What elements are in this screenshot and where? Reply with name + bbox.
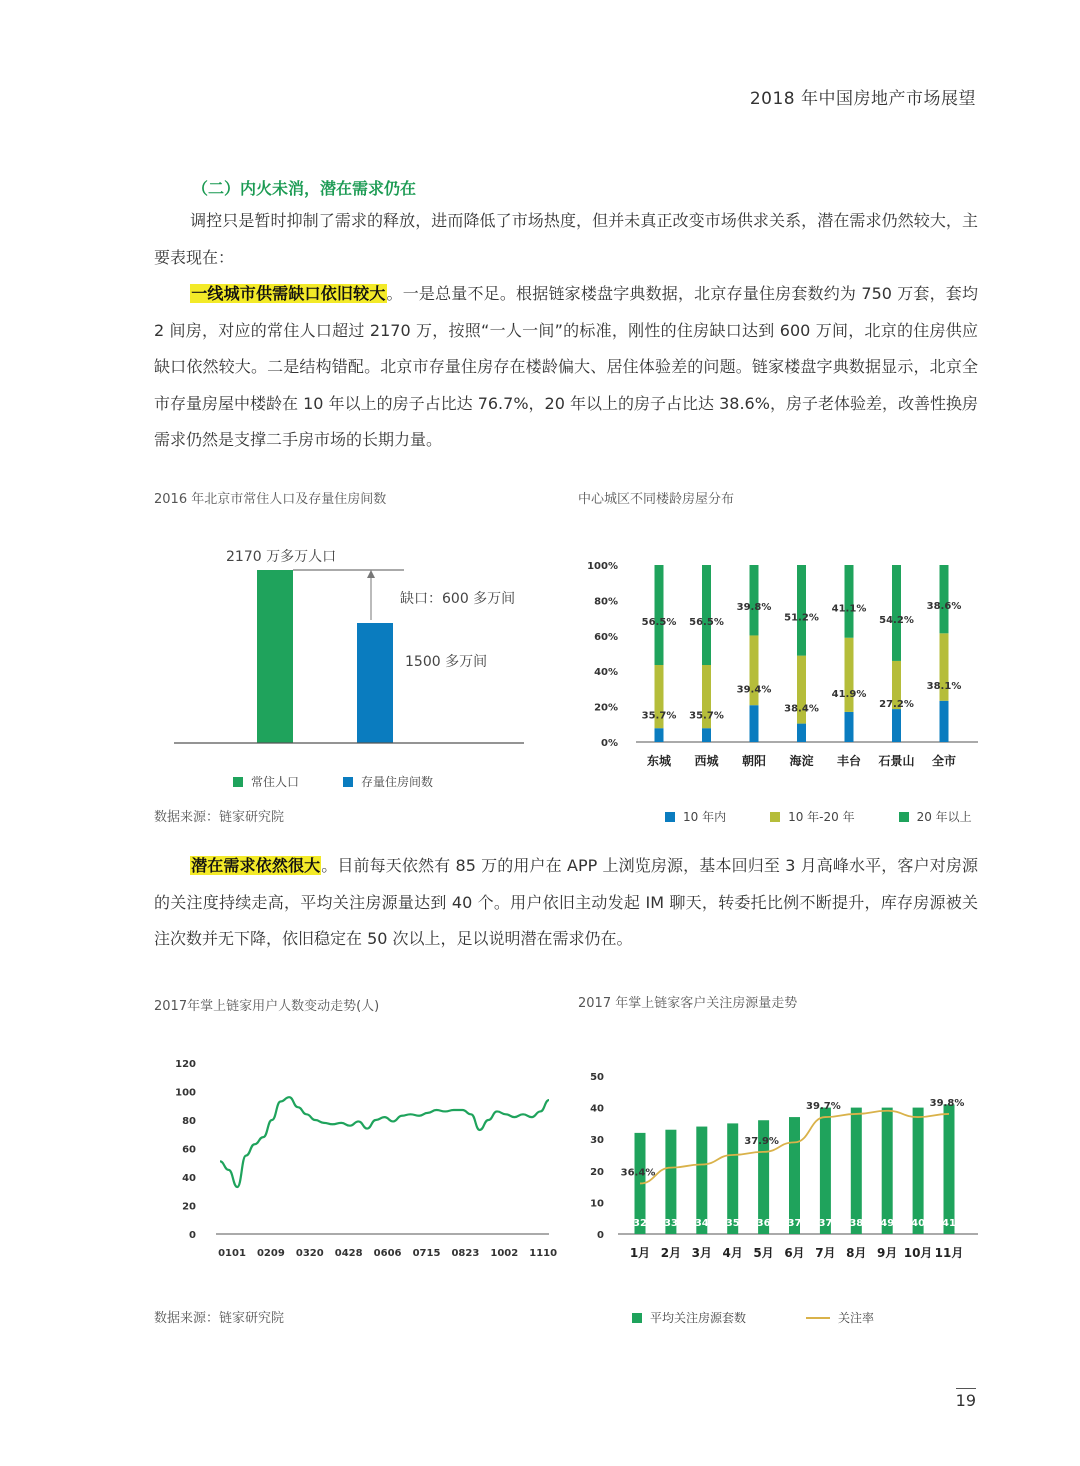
chart4-ytick: 30 [590, 1135, 604, 1147]
legend-age-20-label: 20 年以上 [916, 810, 972, 824]
chart3-ytick: 120 [175, 1059, 196, 1070]
chart2-mid-label: 38.4% [784, 703, 819, 715]
chart4-bar-value: 32 [633, 1218, 647, 1229]
chart2-mid-label: 41.9% [831, 688, 867, 700]
legend-attention-rate [806, 1309, 874, 1326]
chart3-ytick: 20 [182, 1201, 196, 1213]
chart2-category-label: 全市 [931, 754, 957, 768]
legend-attention-rate-swatch [806, 1317, 830, 1319]
chart3-ytick: 0 [189, 1230, 196, 1241]
chart2-ytick: 20% [594, 702, 618, 714]
chart2-bar-lt10 [845, 712, 854, 742]
legend-avg-listings-swatch [632, 1313, 642, 1323]
chart3-xtick: 0428 [334, 1248, 363, 1259]
chart2-bar-lt10 [750, 705, 759, 742]
chart2-bar-lt10 [892, 709, 901, 742]
chart2-legend [665, 808, 972, 825]
chart2-mid-label: 35.7% [689, 710, 724, 722]
legend-age-10-20-label: 10 年-20 年 [788, 810, 855, 824]
chart4-category-label: 2月 [660, 1246, 682, 1260]
legend-age-20 [899, 808, 972, 825]
chart3-ytick: 80 [182, 1116, 196, 1127]
chart2-svg [578, 550, 988, 780]
chart2-ytick: 40% [594, 667, 618, 679]
paragraph-latent-demand-text: 。目前每天依然有 85 万的用户在 APP 上浏览房源，基本回归至 3 月高峰水平，客户对房源的关注度持续走高，平均关注房源量达到 40 个。用户依旧主动发起 IM 聊天，转委托比例不断提升，库存房源被关注次数并无下降，依旧稳定在 50 次以上，足以说明潜在需求仍在。 [154, 856, 978, 948]
chart2-bar-lt10 [797, 724, 806, 742]
chart2-bar-lt10 [655, 728, 664, 742]
chart2-top-label: 38.6% [926, 601, 962, 613]
chart1-gap-label: 缺口：600 多万间 [400, 591, 516, 607]
chart2-top-label: 51.2% [784, 612, 819, 624]
chart4-bar-value: 41 [942, 1218, 956, 1229]
chart2-title: 中心城区不同楼龄房屋分布 [578, 492, 735, 507]
chart4-category-label: 1月 [629, 1246, 651, 1260]
source-note-1: 数据来源：链家研究院 [154, 810, 285, 825]
chart3-ytick: 40 [182, 1173, 196, 1184]
chart3-xtick: 1002 [490, 1248, 519, 1259]
legend-age-20-swatch [899, 812, 909, 822]
chart4-bar-value: 40 [911, 1218, 926, 1229]
chart2-top-label: 41.1% [831, 603, 867, 615]
chart4-ytick: 10 [590, 1198, 604, 1210]
section-title: （二）内火未消，潜在需求仍在 [192, 179, 417, 198]
chart3-line [220, 1097, 549, 1187]
chart2-category-label: 海淀 [789, 754, 814, 768]
chart2-top-label: 39.8% [736, 602, 772, 614]
chart4-bar-value: 37 [818, 1218, 833, 1229]
chart1-bar-population [257, 570, 293, 743]
chart2-top-label: 56.5% [689, 617, 724, 629]
chart4-ytick: 0 [597, 1230, 604, 1241]
highlight-supply-gap: 一线城市供需缺口依旧较大 [191, 284, 386, 303]
chart4-bar-value: 34 [694, 1218, 709, 1229]
legend-housing [343, 773, 433, 790]
legend-population [233, 773, 299, 790]
chart4-category-label: 5月 [753, 1246, 774, 1260]
chart2-bar-gt20 [655, 565, 664, 665]
chart4-category-label: 11月 [934, 1246, 964, 1260]
chart4-bar [851, 1108, 862, 1234]
chart3-xtick: 0606 [373, 1248, 402, 1259]
chart2-bar-gt20 [845, 565, 854, 638]
legend-attention-rate-label: 关注率 [838, 1311, 875, 1325]
header-title: 2018 年中国房地产市场展望 [749, 89, 976, 109]
chart4-bar-value: 37 [787, 1218, 802, 1229]
chart2-bar-lt10 [940, 701, 949, 742]
paragraph-supply-gap [154, 276, 978, 459]
chart4-category-label: 8月 [846, 1246, 867, 1260]
chart3-xtick: 1110 [529, 1248, 558, 1259]
legend-population-label: 常住人口 [251, 775, 300, 789]
paragraph-supply-gap-text: 。一是总量不足。根据链家楼盘字典数据，北京存量住房套数约为 750 万套，套均 2 间房，对应的常住人口超过 2170 万，按照“一人一间”的标准，刚性的住房缺口达到 600 万间，北京的住房供应缺口依然较大。二是结构错配。北京市存量住房存在楼龄偏大、居住体验差的问题。链家楼盘字典数据显示，北京全市存量房屋中楼龄在 10 年以上的房子占比达 76.7%，20 年以上的房子占比达 38.6%，房子老体验差，改善性换房需求仍然是支撑二手房市场的长期力量。 [154, 284, 978, 449]
chart2-bar-gt20 [892, 565, 901, 661]
chart1-population-label: 2170 万多万人口 [226, 549, 337, 565]
chart2-mid-label: 27.2% [879, 699, 914, 711]
chart4-bar [913, 1108, 924, 1234]
chart4-bar [882, 1108, 893, 1234]
chart4-ytick: 50 [590, 1072, 604, 1083]
chart2-category-label: 石景山 [878, 754, 915, 768]
chart2-top-label: 54.2% [879, 614, 914, 626]
highlight-latent-demand: 潜在需求依然很大 [191, 856, 321, 875]
legend-avg-listings [632, 1309, 746, 1326]
chart1-svg [154, 540, 534, 755]
legend-age-10 [665, 808, 726, 825]
chart3-xtick: 0823 [451, 1248, 480, 1259]
legend-age-10-20 [770, 808, 855, 825]
chart4-ytick: 40 [590, 1103, 604, 1115]
chart1-title: 2016 年北京市常住人口及存量住房间数 [154, 492, 387, 507]
chart4-bar [789, 1117, 800, 1234]
intro-paragraph [154, 203, 978, 276]
paragraph-latent-demand [154, 848, 978, 958]
legend-avg-listings-label: 平均关注房源套数 [650, 1311, 747, 1325]
chart4-bar [820, 1108, 831, 1234]
chart4-category-label: 3月 [691, 1246, 712, 1260]
chart4-rate-label: 39.7% [806, 1101, 841, 1113]
chart2-category-label: 西城 [694, 754, 719, 768]
chart4-category-label: 6月 [784, 1246, 805, 1260]
chart1-bar-housing [357, 623, 393, 743]
chart3-xtick: 0715 [412, 1248, 441, 1259]
chart2-bar-gt20 [940, 565, 949, 633]
chart2-category-label: 朝阳 [741, 754, 767, 768]
chart4-category-label: 7月 [815, 1246, 836, 1260]
chart4-legend [632, 1309, 874, 1326]
chart2-bar-gt20 [750, 565, 759, 635]
chart1-housing-label: 1500 多万间 [405, 654, 488, 670]
chart2-bar-10to20 [845, 638, 854, 712]
intro-text: 调控只是暂时抑制了需求的释放，进而降低了市场热度，但并未真正改变市场供求关系，潜在需求仍然较大，主要表现在： [154, 211, 978, 267]
chart3-svg [154, 1050, 564, 1270]
chart4-bar-value: 49 [880, 1218, 895, 1229]
source-note-2: 数据来源：链家研究院 [154, 1311, 285, 1326]
chart4-ytick: 20 [590, 1166, 604, 1178]
legend-housing-label: 存量住房间数 [361, 775, 434, 789]
chart4-category-label: 9月 [877, 1246, 898, 1260]
chart3-ytick: 60 [182, 1144, 196, 1156]
chart3-xtick: 0101 [218, 1248, 246, 1259]
chart2-ytick: 100% [587, 561, 618, 572]
chart4-title: 2017 年掌上链家客户关注房源量走势 [578, 996, 798, 1011]
chart4-bar-value: 35 [725, 1218, 740, 1229]
chart2-mid-label: 38.1% [926, 681, 962, 693]
chart4-category-label: 4月 [722, 1246, 743, 1260]
legend-housing-swatch [343, 777, 353, 787]
chart3-ytick: 100 [175, 1087, 196, 1099]
chart2-bar-lt10 [702, 728, 711, 742]
chart3-title: 2017年掌上链家用户人数变动走势(人) [154, 999, 380, 1014]
chart3-xtick: 0209 [256, 1248, 285, 1259]
chart2-ytick: 80% [594, 596, 618, 608]
chart2-top-label: 56.5% [641, 617, 677, 629]
chart1-gap-arrowhead [367, 570, 375, 578]
chart2-bar-gt20 [797, 565, 806, 656]
chart4-bar-value: 38 [849, 1218, 864, 1229]
chart2-category-label: 丰台 [836, 754, 862, 768]
chart1-legend [233, 773, 433, 790]
chart4-bar-value: 36 [756, 1218, 771, 1229]
chart4-bar [944, 1104, 955, 1234]
page-number: 19 [956, 1388, 976, 1410]
chart2-mid-label: 39.4% [736, 684, 772, 696]
chart2-bar-gt20 [702, 565, 711, 665]
chart2-mid-label: 35.7% [641, 710, 677, 722]
chart4-bar-value: 33 [663, 1218, 678, 1229]
chart4-category-label: 10月 [903, 1246, 933, 1260]
chart4-rate-label: 39.8% [929, 1097, 965, 1109]
chart3-xtick: 0320 [295, 1248, 324, 1259]
legend-age-10-label: 10 年内 [683, 810, 727, 824]
chart2-ytick: 0% [601, 738, 618, 749]
chart4-rate-label: 37.9% [744, 1135, 779, 1147]
chart4-svg [578, 1064, 988, 1274]
chart2-ytick: 60% [594, 631, 618, 643]
chart4-rate-label: 36.4% [620, 1167, 656, 1179]
legend-age-10-swatch [665, 812, 675, 822]
chart2-category-label: 东城 [646, 754, 672, 768]
legend-population-swatch [233, 777, 243, 787]
legend-age-10-20-swatch [770, 812, 780, 822]
